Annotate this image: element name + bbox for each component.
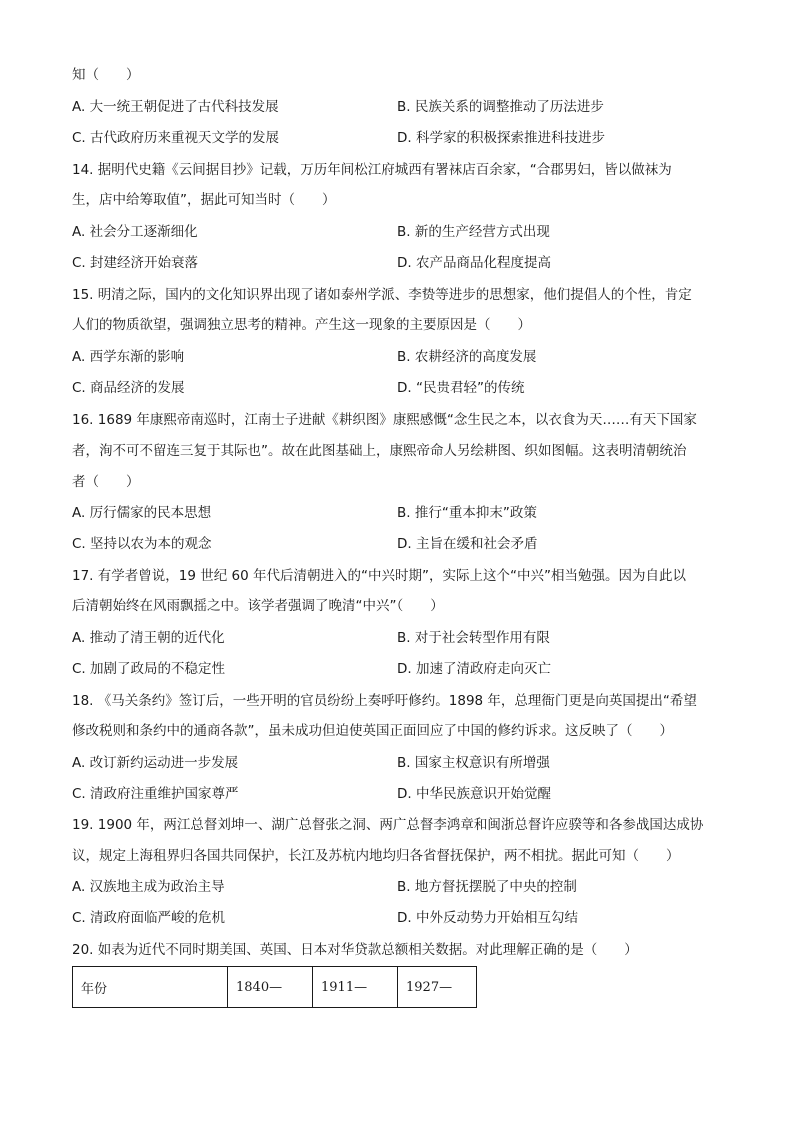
q15-option-d[interactable]: D. “民贵君轻”的传统 xyxy=(397,380,525,396)
q15-option-c[interactable]: C. 商品经济的发展 xyxy=(72,380,185,396)
q18-stem-line-1: 18. 《马关条约》签订后，一些开明的官员纷纷上奏呼吁修约。1898 年，总理衙门更是向英国提出“希望 xyxy=(72,693,697,709)
table-header-1927: 1927— xyxy=(398,967,477,1008)
q14-option-a[interactable]: A. 社会分工逐渐细化 xyxy=(72,224,198,240)
q15-option-a[interactable]: A. 西学东渐的影响 xyxy=(72,349,185,365)
q18-option-c[interactable]: C. 清政府注重维护国家尊严 xyxy=(72,786,239,802)
q14-option-b[interactable]: B. 新的生产经营方式出现 xyxy=(397,224,550,240)
q19-option-c[interactable]: C. 清政府面临严峻的危机 xyxy=(72,910,226,926)
q13-option-c[interactable]: C. 古代政府历来重视天文学的发展 xyxy=(72,130,280,146)
q18-option-b[interactable]: B. 国家主权意识有所增强 xyxy=(397,755,550,771)
table-header-1840: 1840— xyxy=(228,967,313,1008)
q14-stem-line-2: 生，店中给筹取值”，据此可知当时（ ） xyxy=(72,192,336,208)
q13-option-d[interactable]: D. 科学家的积极探索推进科技进步 xyxy=(397,130,605,146)
q18-option-a[interactable]: A. 改订新约运动进一步发展 xyxy=(72,755,239,771)
table-header-year: 年份 xyxy=(73,967,228,1008)
loan-data-table xyxy=(72,966,477,1008)
q19-option-d[interactable]: D. 中外反动势力开始相互勾结 xyxy=(397,910,578,926)
q15-option-b[interactable]: B. 农耕经济的高度发展 xyxy=(397,349,537,365)
q15-stem-line-1: 15. 明清之际，国内的文化知识界出现了诸如泰州学派、李贽等进步的思想家，他们提倡人的个性，肯定 xyxy=(72,287,692,303)
q20-stem-line-1: 20. 如表为近代不同时期美国、英国、日本对华贷款总额相关数据。对此理解正确的是（ ） xyxy=(72,942,638,958)
q16-stem-line-1: 16. 1689 年康熙帝南巡时，江南士子进献《耕织图》康熙感慨“念生民之本，以衣食为天……有天下国家 xyxy=(72,412,697,428)
q17-option-a[interactable]: A. 推动了清王朝的近代化 xyxy=(72,630,225,646)
intro-tail: 知（ ） xyxy=(72,67,140,83)
q16-option-b[interactable]: B. 推行“重本抑末”政策 xyxy=(397,505,537,521)
q13-option-a[interactable]: A. 大一统王朝促进了古代科技发展 xyxy=(72,99,279,115)
q14-option-c[interactable]: C. 封建经济开始衰落 xyxy=(72,255,199,271)
q17-stem-line-2: 后清朝始终在风雨飘摇之中。该学者强调了晚清“中兴”（ ） xyxy=(72,598,444,614)
q14-stem-line-1: 14. 据明代史籍《云间据目抄》记载，万历年间松江府城西有署袜店百余家，“合郡男妇，皆以做袜为 xyxy=(72,162,672,178)
q19-option-b[interactable]: B. 地方督抚摆脱了中央的控制 xyxy=(397,879,577,895)
q17-option-c[interactable]: C. 加剧了政局的不稳定性 xyxy=(72,661,226,677)
table-header-1911: 1911— xyxy=(313,967,398,1008)
q14-option-d[interactable]: D. 农产品商品化程度提高 xyxy=(397,255,551,271)
q19-stem-line-2: 议，规定上海租界归各国共同保护，长江及苏杭内地均归各省督抚保护，两不相扰。据此可知（ ） xyxy=(72,848,680,864)
q17-option-b[interactable]: B. 对于社会转型作用有限 xyxy=(397,630,550,646)
q18-stem-line-2: 修改税则和条约中的通商各款”，虽未成功但迫使英国正面回应了中国的修约诉求。这反映了（ ） xyxy=(72,723,673,739)
q17-option-d[interactable]: D. 加速了清政府走向灭亡 xyxy=(397,661,551,677)
q15-stem-line-2: 人们的物质欲望，强调独立思考的精神。产生这一现象的主要原因是（ ） xyxy=(72,317,531,333)
q17-stem-line-1: 17. 有学者曾说，19 世纪 60 年代后清朝进入的“中兴时期”，实际上这个“中兴”相当勉强。因为自此以 xyxy=(72,568,686,584)
q16-option-a[interactable]: A. 厉行儒家的民本思想 xyxy=(72,505,212,521)
q19-option-a[interactable]: A. 汉族地主成为政治主导 xyxy=(72,879,225,895)
table-row xyxy=(73,967,477,1008)
q18-option-d[interactable]: D. 中华民族意识开始觉醒 xyxy=(397,786,551,802)
q16-stem-line-2: 者，洵不可不留连三复于其际也”。故在此图基础上，康熙帝命人另绘耕图、织如图幅。这表明清朝统治 xyxy=(72,443,687,459)
q16-stem-line-3: 者（ ） xyxy=(72,474,140,490)
q16-option-d[interactable]: D. 主旨在缓和社会矛盾 xyxy=(397,536,538,552)
q16-option-c[interactable]: C. 坚持以农为本的观念 xyxy=(72,536,212,552)
q13-option-b[interactable]: B. 民族关系的调整推动了历法进步 xyxy=(397,99,604,115)
q19-stem-line-1: 19. 1900 年，两江总督刘坤一、湖广总督张之洞、两广总督李鸿章和闽浙总督许应骙等和各参战国达成协 xyxy=(72,817,704,833)
